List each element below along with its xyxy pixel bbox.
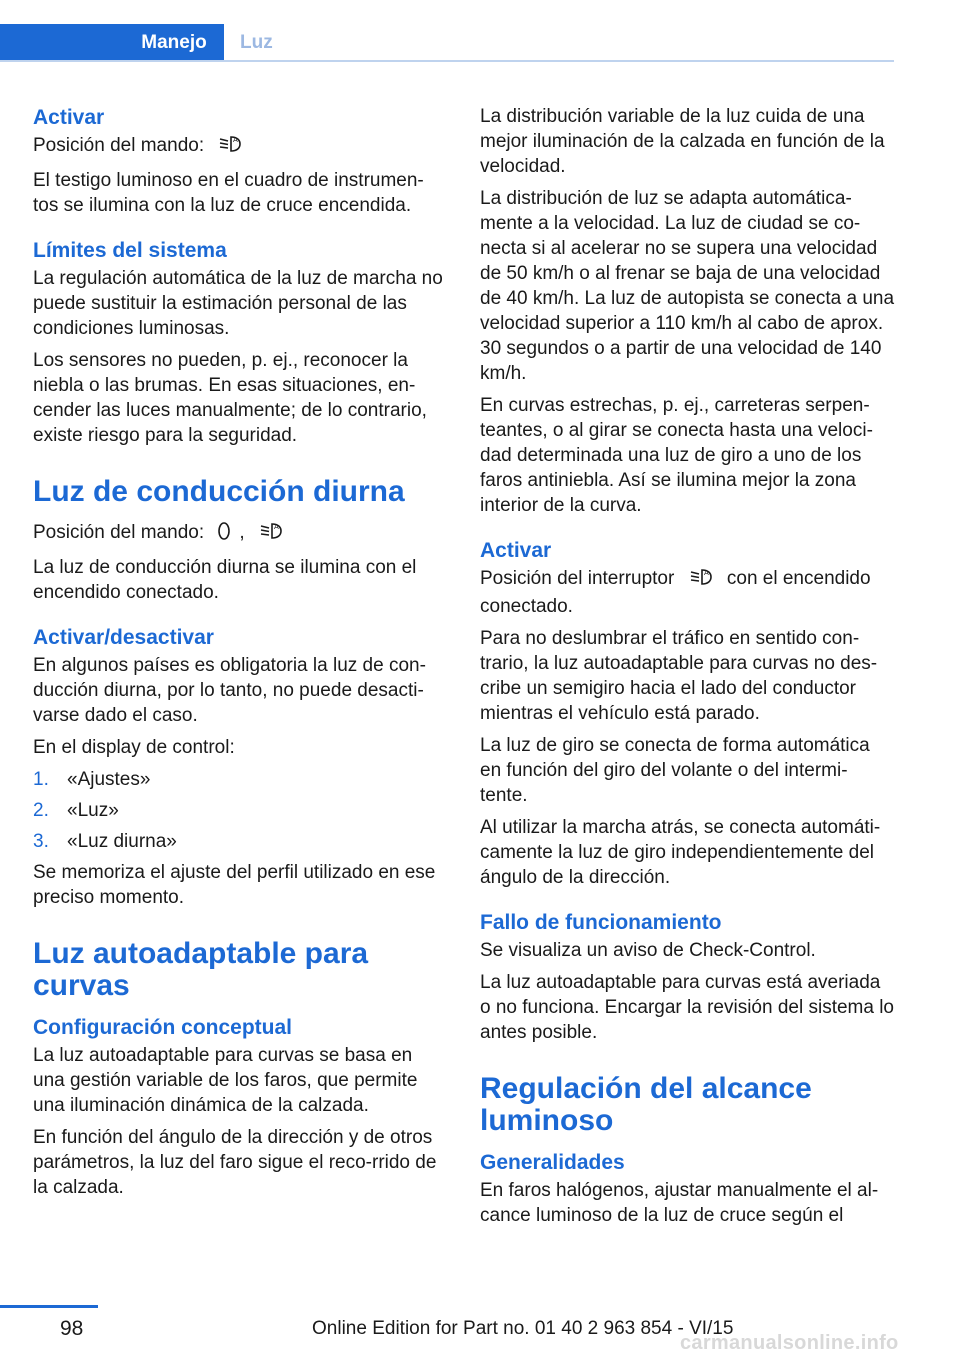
watermark: carmanualsonline.info [680, 1332, 899, 1354]
tab-manejo[interactable]: Manejo [124, 24, 224, 62]
actdes-paragraph-3: Se memoriza el ajuste del perfil utilizado en ese preciso momento. [33, 862, 436, 908]
left-column [33, 104, 448, 1207]
heading-regulacion-alcance: Regulación del alcance luminoso [480, 1072, 812, 1137]
heading-activar-right: Activar [480, 539, 552, 562]
heading-generalidades: Generalidades [480, 1151, 625, 1174]
actdes-paragraph-1: En algunos países es obligatoria la luz de con‐ducción diurna, por lo tanto, no puede desacti‐varse dado el caso. [33, 655, 426, 726]
step-text: «Ajustes» [67, 769, 151, 790]
header-bar [0, 0, 960, 62]
fallo-paragraph-2: La luz autoadaptable para curvas está averiada o no funciona. Encargar la revisión del sistema lo antes posible. [480, 972, 895, 1043]
steps-list [33, 767, 448, 854]
list-item [33, 798, 448, 823]
diurna-position-line [33, 520, 448, 548]
limites-paragraph-1: La regulación automática de la luz de marcha no puede sustituir la estimación personal de las condiciones luminosas. [33, 268, 443, 339]
svg-text:A: A [703, 569, 709, 577]
footer-rule [0, 1305, 98, 1308]
activar-position-label: Posición del mando: [33, 135, 205, 156]
list-item [33, 829, 448, 854]
general-paragraph-1: En faros halógenos, ajustar manualmente el al‐cance luminoso de la luz de cruce según el [480, 1180, 879, 1226]
auto-headlight-icon [217, 134, 243, 161]
right-paragraph-1: La distribución variable de la luz cuida de una mejor iluminación de la calzada en función de la velocidad. [480, 106, 885, 177]
step-number: 2. [33, 800, 49, 821]
config-paragraph-2: En función del ángulo de la dirección y de otros parámetros, la luz del faro sigue el reco‐rrido de la calzada. [33, 1127, 437, 1198]
heading-fallo: Fallo de funcionamiento [480, 911, 722, 934]
activar-switch-post: con el encendido conectado. [480, 568, 871, 617]
activar-switch-line [480, 566, 895, 619]
heading-activar: Activar [33, 106, 105, 129]
diurna-paragraph: La luz de conducción diurna se ilumina con el encendido conectado. [33, 557, 417, 603]
heading-luz-curvas: Luz autoadaptable para curvas [33, 937, 369, 1002]
right-paragraph-3: En curvas estrechas, p. ej., carreteras serpen‐teantes, o al girar se conecta hasta una veloci‐dad determinada una luz de giro a uno de los faros antiniebla. Así se ilumina mejor la zona interior de la curva. [480, 395, 873, 516]
step-number: 1. [33, 769, 49, 790]
right-paragraph-4: Para no deslumbrar el tráfico en sentido con‐trario, la luz autoadaptable para curvas no des‐cribe un semigiro hacia el lado del conductor mientras el vehículo está parado. [480, 628, 878, 724]
diurna-position-label: Posición del mando: [33, 522, 205, 543]
auto-headlight-icon [258, 521, 284, 548]
limites-paragraph-2: Los sensores no pueden, p. ej., reconocer la niebla o las brumas. En esas situaciones, en‐cender las luces manualmente; de lo contrario, existe riesgo para la seguridad. [33, 350, 427, 446]
actdes-paragraph-2: En el display de control: [33, 737, 235, 758]
diurna-comma: , [239, 522, 245, 543]
zero-position-icon [217, 521, 231, 548]
svg-text:A: A [273, 523, 279, 531]
heading-configuracion: Configuración conceptual [33, 1016, 293, 1039]
auto-headlight-icon [688, 567, 714, 594]
config-paragraph-1: La luz autoadaptable para curvas se basa en una gestión variable de los faros, que permite una iluminación dinámica de la calzada. [33, 1045, 418, 1116]
header-accent-block [0, 24, 124, 62]
step-number: 3. [33, 831, 49, 852]
activar-switch-pre: Posición del interruptor [480, 568, 675, 589]
step-text: «Luz» [67, 800, 119, 821]
list-item [33, 767, 448, 792]
activar-position-line [33, 133, 448, 161]
heading-luz-diurna: Luz de conducción diurna [33, 475, 405, 508]
header-rule [0, 60, 894, 62]
right-paragraph-5: La luz de giro se conecta de forma automática en función del giro del volante o del intermi‐tente. [480, 735, 870, 806]
step-text: «Luz diurna» [67, 831, 177, 852]
heading-activar-desactivar: Activar/desactivar [33, 626, 214, 649]
right-paragraph-2: La distribución de luz se adapta automática‐mente a la velocidad. La luz de ciudad se co‐necta si al acelerar no se supera una velocidad de 50 km/h o al frenar se baja de una velocidad de 40 km/h. La luz de autopista se conecta a una velocidad superior a 110 km/h al cabo de aprox. 30 segundos o a partir de una velocidad de 140 km/h. [480, 188, 895, 384]
activar-paragraph: El testigo luminoso en el cuadro de instrumen‐tos se ilumina con la luz de cruce encendida. [33, 170, 424, 216]
svg-text:A: A [233, 136, 239, 144]
fallo-paragraph-1: Se visualiza un aviso de Check-Control. [480, 940, 816, 961]
right-column [480, 104, 895, 1235]
right-paragraph-6: Al utilizar la marcha atrás, se conecta automáti‐camente la luz de giro independientemente del ángulo de la dirección. [480, 817, 881, 888]
page-number: 98 [60, 1317, 84, 1340]
edition-text: Online Edition for Part no. 01 40 2 963 854 - VI/15 [312, 1318, 734, 1339]
heading-limites: Límites del sistema [33, 239, 227, 262]
tab-luz[interactable]: Luz [240, 32, 273, 53]
